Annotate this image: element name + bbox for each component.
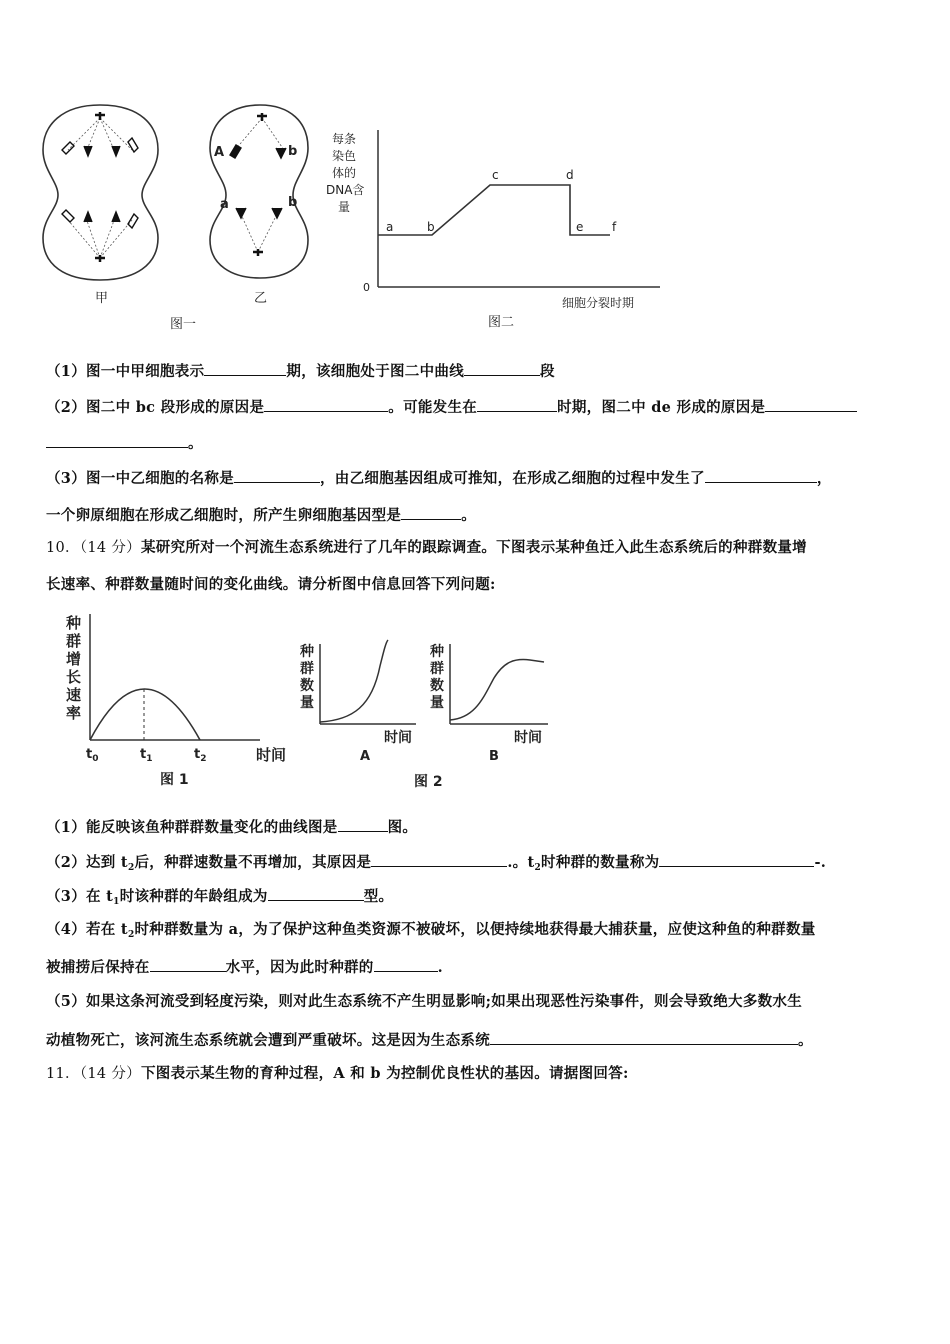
q10-part2: （2）达到 $t_2$后，种群速数量不再增加，其原因是 .。$t_2$时种群的数量称为 -. [46,851,826,878]
q10-part3: （3）在 $t_1$时该种群的年龄组成为 型。 [46,885,393,912]
cell-jia-outline [43,105,158,280]
q9-part3: （3）图一中乙细胞的名称是 ，由乙细胞基因组成可推知，在形成乙细胞的过程中发生了 ， [46,467,832,489]
point-f: f [612,220,617,234]
fig2-caption: 图 2 [414,774,443,790]
figure-two-dna-graph [326,125,670,335]
svg-text:量: 量 [300,695,314,711]
point-a: a [386,220,394,234]
svg-text:量: 量 [430,695,444,711]
s-curve-B [450,660,544,720]
q10-stem-2: 长速率、种群数量随时间的变化曲线。请分析图中信息回答下列问题: [46,576,496,593]
answer-blank[interactable] [150,956,226,972]
figure-two-caption: 图二 [488,315,515,330]
q9-part2-cont: 。 [46,432,203,454]
gene-b-top-label: b [288,144,298,159]
y-label-line-5: 量 [338,200,351,214]
gene-A-label: A [214,145,225,160]
x-axis-label: 细胞分裂时期 [562,296,635,310]
svg-text:种: 种 [300,644,314,660]
q10-part5-cont: 动植物死亡，该河流生态系统就会遭到严重破坏。这是因为生态系统 。 [46,1029,813,1051]
chromosomes-lower-jia [62,210,138,228]
figure-one-caption: 图一 [170,317,197,332]
y-label-line-1: 每条 [332,132,357,146]
point-d: d [566,168,574,182]
gene-a-label: a [220,197,229,212]
growth-rate-curve [90,689,200,740]
q10-part4-cont: 被捕捞后保持在 水平，因为此时种群的 . [46,956,443,978]
answer-blank[interactable] [659,851,814,867]
q9-part1: （1）图一中甲细胞表示 期，该细胞处于图二中曲线 段 [46,360,555,382]
cell-jia-label: 甲 [95,291,109,306]
y-label-line-3: 体的 [332,166,357,180]
j-curve-A [320,640,388,722]
point-e: e [576,220,584,234]
fig1-caption: 图 1 [160,772,189,788]
svg-text:种: 种 [430,644,444,660]
answer-blank[interactable] [338,816,388,832]
answer-blank[interactable] [268,885,364,901]
answer-blank[interactable] [464,360,540,376]
q10-stem-1: 10．（14 分）某研究所对一个河流生态系统进行了几年的跟踪调查。下图表示某种鱼迁入此生态系统后的种群数量增 [46,539,807,556]
gene-b-bottom-label: b [288,195,298,210]
answer-blank[interactable] [401,504,461,520]
svg-text:数: 数 [430,678,444,694]
q11-stem: 11．（14 分）下图表示某生物的育种过程，A 和 b 为控制优良性状的基因。请据图回答: [46,1065,629,1082]
q10-figure-one [60,612,300,792]
svg-text:群: 群 [300,661,314,677]
centriole-top-yi [257,113,267,121]
svg-text:群: 群 [66,632,82,650]
svg-text:长: 长 [66,668,82,686]
q10-part1: （1）能反映该鱼种群群数量变化的曲线图是 图。 [46,816,417,838]
q9-part2: （2）图二中 bc 段形成的原因是 。可能发生在 时期，图二中 de 形成的原因是 [46,396,857,418]
svg-text:率: 率 [66,704,82,722]
t1-label: $t_1$ [140,747,153,764]
answer-blank[interactable] [204,360,286,376]
svg-text:种: 种 [66,614,82,632]
answer-blank[interactable] [705,467,817,483]
centriole-bottom-jia [95,255,105,262]
svg-text:时间: 时间 [384,730,412,746]
y-label-line-2: 染色 [332,149,357,163]
curve-B-label: B [489,749,499,764]
centriole-top-jia [95,112,105,120]
figure-one-cells [40,100,330,340]
t0-label: $t_0$ [86,747,99,764]
q9-part3-cont: 一个卵原细胞在形成乙细胞时，所产生卵细胞基因型是 。 [46,504,476,526]
svg-text:速: 速 [66,686,82,704]
q10-part5: （5）如果这条河流受到轻度污染，则对此生态系统不产生明显影响;如果出现恶性污染事件，则会导致绝大多数水生 [46,993,803,1010]
centriole-bottom-yi [253,249,263,256]
q10-figure-two [298,636,568,796]
origin-label: 0 [363,281,370,294]
answer-blank[interactable] [234,467,320,483]
answer-blank[interactable] [264,396,388,412]
chromosomes-upper-jia [62,138,138,156]
answer-blank[interactable] [765,396,857,412]
y-label-line-4: DNA含 [326,183,365,197]
curve-A-label: A [360,749,371,764]
svg-text:时间: 时间 [514,730,542,746]
answer-blank[interactable] [374,956,438,972]
point-c: c [492,168,499,182]
spindle-upper-jia [68,118,132,152]
x-axis-label: 时间 [256,746,287,764]
svg-text:群: 群 [430,661,444,677]
svg-text:数: 数 [300,678,314,694]
point-b: b [427,220,435,234]
answer-blank[interactable] [490,1029,798,1045]
answer-blank[interactable] [46,432,188,448]
answer-blank[interactable] [371,851,507,867]
spindle-lower-jia [68,218,132,258]
cell-yi-label: 乙 [254,291,268,306]
svg-text:增: 增 [66,650,82,668]
answer-blank[interactable] [477,396,557,412]
q10-part4: （4）若在 $t_2$时种群数量为 a，为了保护这种鱼类资源不被破坏，以便持续地获得最大捕获量，应使这种鱼的种群数量 [46,921,816,940]
t2-label: $t_2$ [194,747,207,764]
